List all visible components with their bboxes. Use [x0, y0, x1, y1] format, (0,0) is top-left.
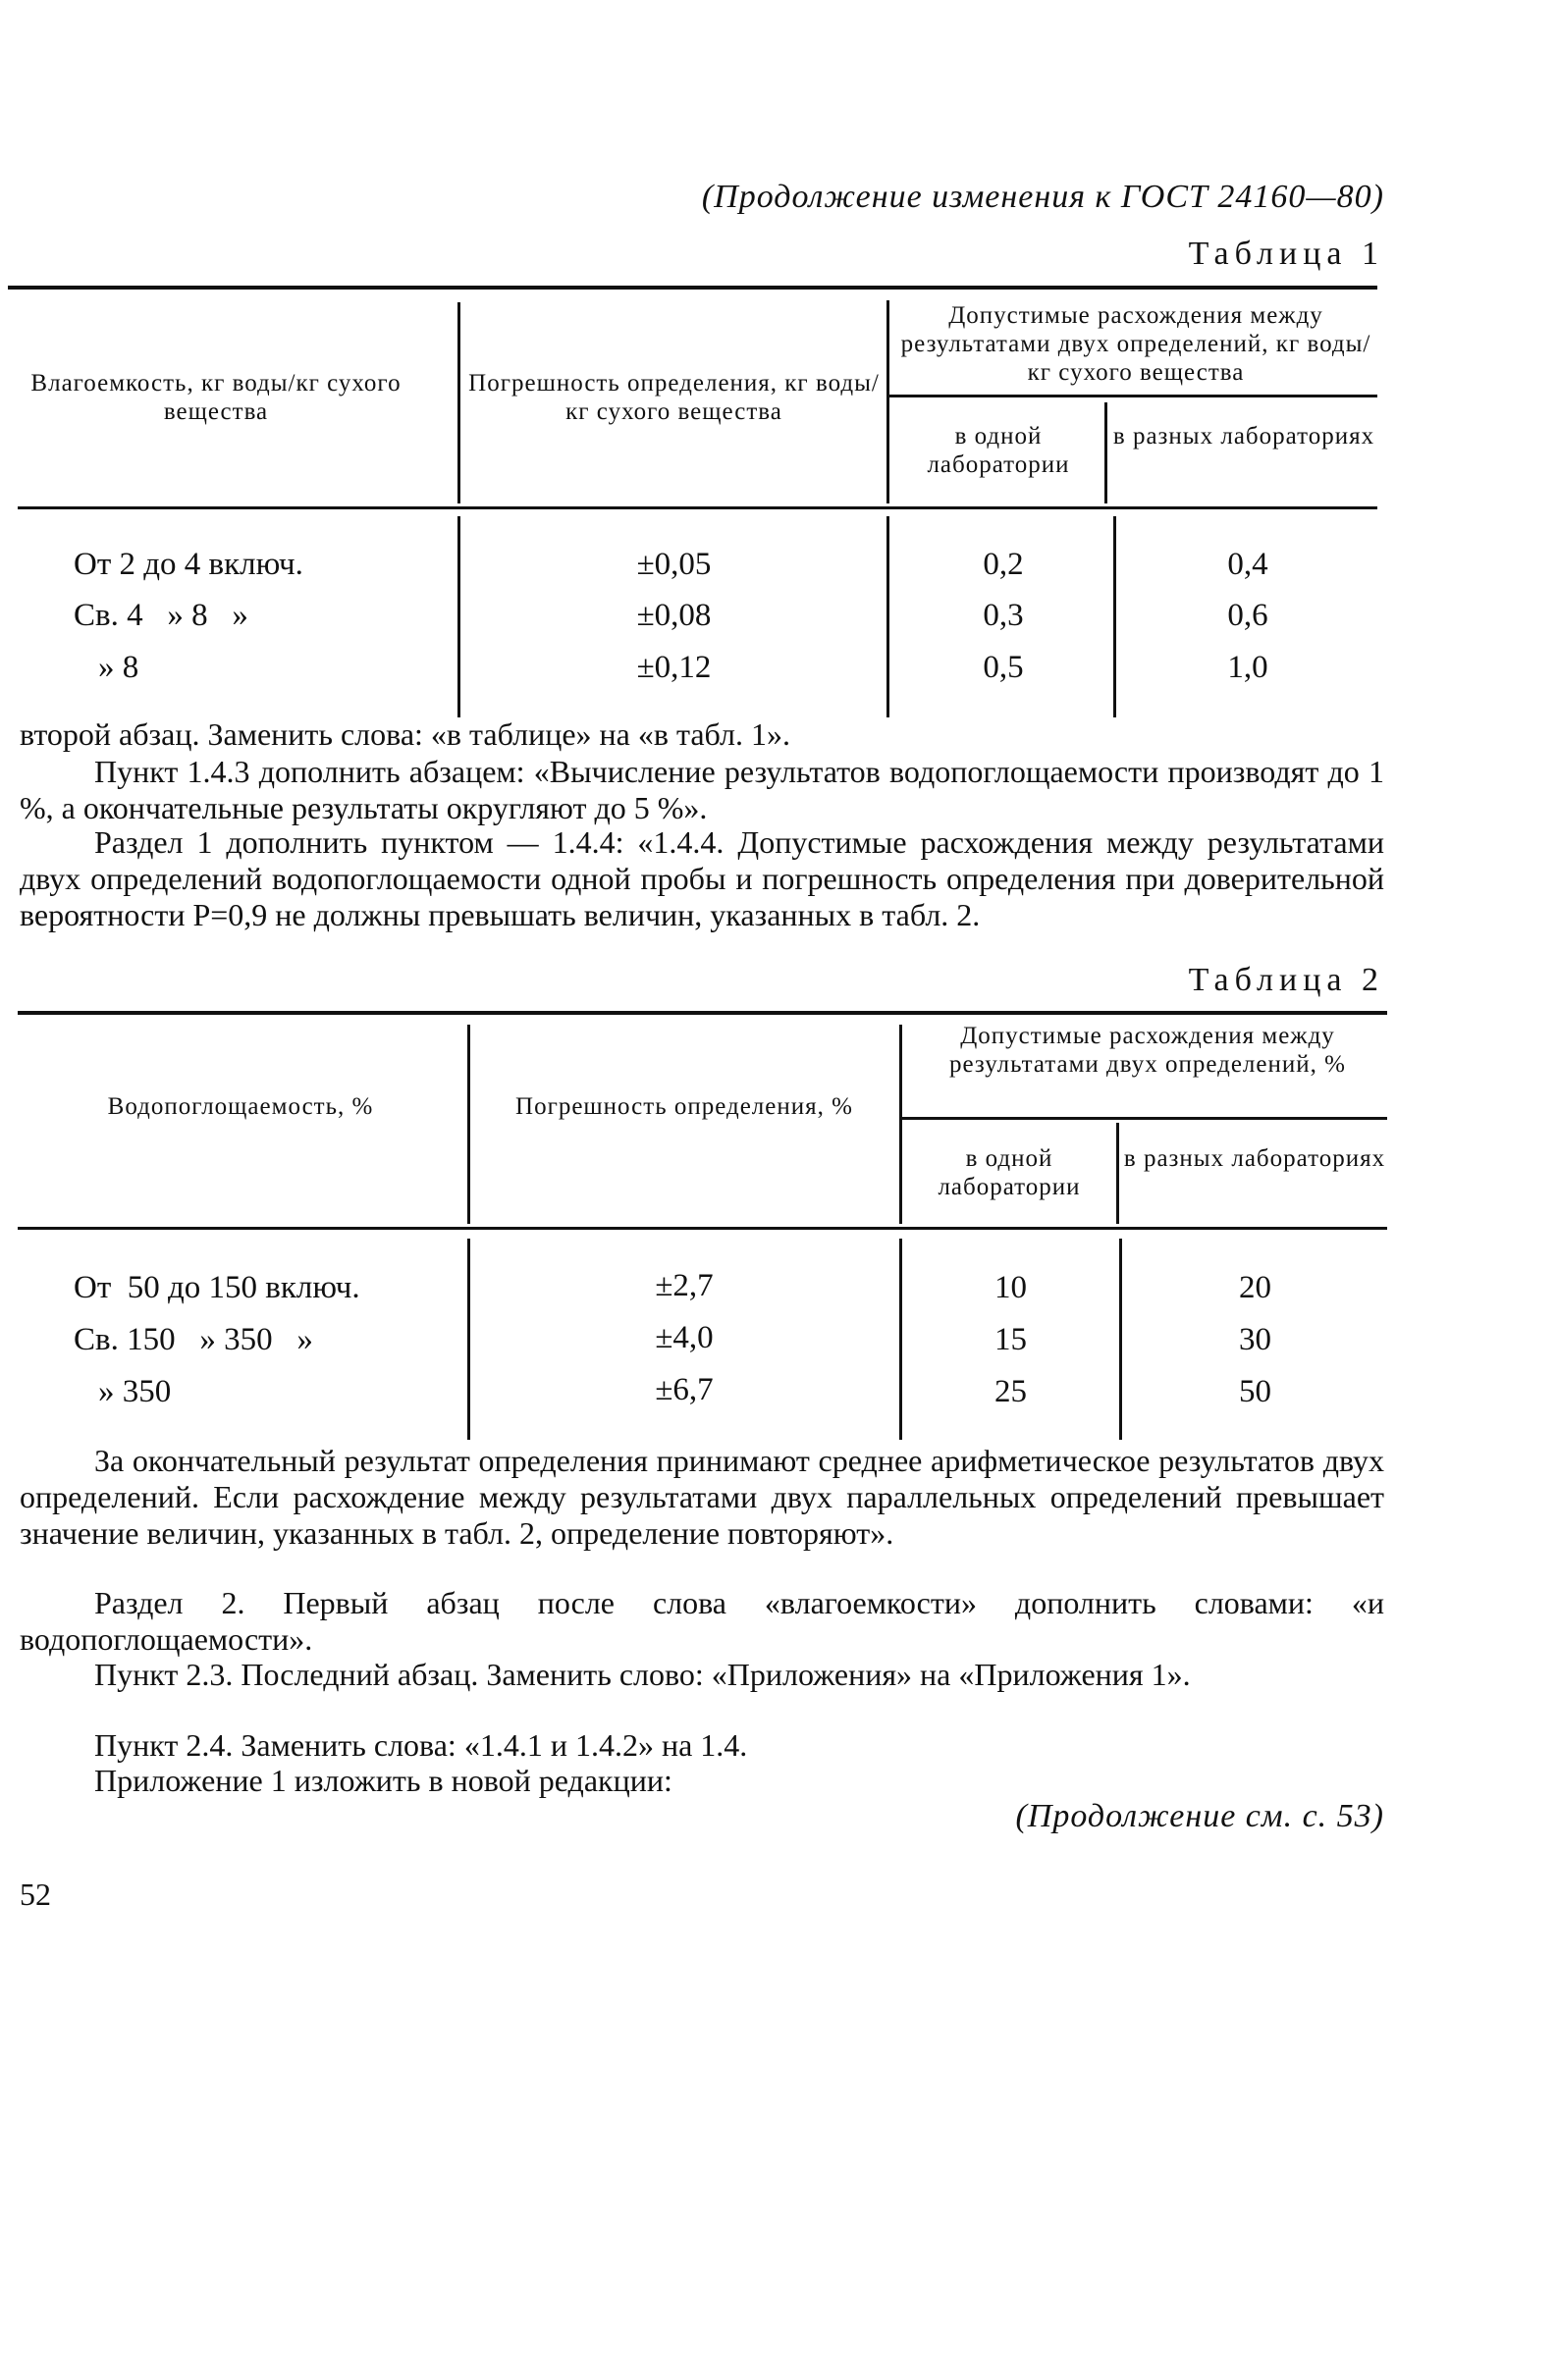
table1-row1-diff-labs: 0,4 [1227, 547, 1268, 582]
table1-row2-diff-labs: 0,6 [1227, 598, 1268, 633]
table2-row1-error: ±2,7 [655, 1268, 714, 1303]
table2-row3-one-lab: 25 [994, 1374, 1027, 1409]
paragraph-table1-replace: второй абзац. Заменить слова: «в таблице» на «в табл. 1». [20, 716, 790, 752]
table2-col3a-header: в одной лаборатории [938, 1145, 1081, 1200]
table1-vline-4 [457, 516, 460, 717]
table2-row2-range: Св. 150 » 350 » [74, 1322, 313, 1357]
table2-row3-diff-labs: 50 [1239, 1374, 1271, 1409]
paragraph-clause-2-3: Пункт 2.3. Последний абзац. Заменить слово: «Приложения» на «Приложения 1». [94, 1657, 1191, 1692]
table1-col3b-header: в разных лабораториях [1112, 423, 1375, 450]
table1-top-rule [8, 286, 1377, 290]
continuation-footer: (Продолжение см. с. 53) [1015, 1798, 1384, 1834]
table2-row1-one-lab: 10 [994, 1270, 1027, 1305]
table2-header-rule [18, 1227, 1387, 1230]
table2-row3-error: ±6,7 [655, 1372, 714, 1407]
paragraph-clause-1-4-4: Раздел 1 дополнить пунктом — 1.4.4: «1.4.4. Допустимые расхождения между результатами двух определений водопоглощаемости одной пробы и погрешность определения при доверительной вероятности P=0,9 не должны превышать величин, указанных в табл. 2. [20, 824, 1384, 932]
table1-row3-range: » 8 [98, 650, 139, 685]
table1-vline-5 [886, 516, 889, 717]
table2-vline-5 [899, 1239, 902, 1440]
table2-col2-header: Погрешность определения, % [515, 1093, 853, 1120]
table1-row1-one-lab: 0,2 [983, 547, 1024, 582]
table1-col2-header: Погрешность определения, кг воды/кг сухого вещества [468, 370, 880, 425]
table2-col3b-header: в разных лабораториях [1123, 1145, 1386, 1172]
paragraph-section-2: Раздел 2. Первый абзац после слова «влагоемкости» дополнить словами: «и водопоглощаемости». [20, 1585, 1384, 1657]
table1-vline-3 [1104, 402, 1107, 503]
table1-row1-range: От 2 до 4 включ. [74, 547, 303, 582]
table1-caption: Таблица 1 [1188, 236, 1384, 272]
table1-row2-one-lab: 0,3 [983, 598, 1024, 633]
table2-row2-error: ±4,0 [655, 1320, 714, 1355]
table1-row3-one-lab: 0,5 [983, 650, 1024, 685]
table2-vline-6 [1119, 1239, 1122, 1440]
table1-row2-range: Св. 4 » 8 » [74, 598, 248, 633]
table2-vline-4 [467, 1239, 470, 1440]
continuation-header: (Продолжение изменения к ГОСТ 24160—80) [701, 179, 1384, 215]
table2-vline-2 [899, 1025, 902, 1224]
page-number: 52 [20, 1877, 51, 1912]
table1-vline-1 [457, 302, 460, 503]
table1-col3-group-header: Допустимые расхождения между результатами двух определений, кг воды/кг сухого вещества [900, 302, 1371, 386]
table1-subheader-rule [888, 395, 1377, 397]
table2-row1-diff-labs: 20 [1239, 1270, 1271, 1305]
table2-row1-range: От 50 до 150 включ. [74, 1270, 360, 1305]
paragraph-final-result: За окончательный результат определения принимают среднее арифметическое результатов двух определений. Если расхождение между результатами двух параллельных определений превышает значение величин, указанных в табл. 2, определение повторяют». [20, 1443, 1384, 1551]
table2-caption: Таблица 2 [1188, 962, 1384, 998]
paragraph-clause-1-4-3: Пункт 1.4.3 дополнить абзацем: «Вычисление результатов водопоглощаемости производят до 1 %, а окончательные результаты округляют до 5 %». [20, 754, 1384, 825]
table1-header-rule [18, 506, 1377, 509]
table2-subheader-rule [901, 1117, 1387, 1120]
table1-row3-diff-labs: 1,0 [1227, 650, 1268, 685]
table1-col1-header: Влагоемкость, кг воды/кг сухого вещества [30, 370, 402, 425]
table2-row2-one-lab: 15 [994, 1322, 1027, 1357]
table1-vline-2 [886, 300, 889, 503]
table1-row2-error: ±0,08 [636, 598, 712, 633]
table2-vline-3 [1116, 1123, 1119, 1224]
paragraph-clause-2-4: Пункт 2.4. Заменить слова: «1.4.1 и 1.4.2» на 1.4. [94, 1727, 748, 1763]
table1-col3a-header: в одной лаборатории [927, 423, 1070, 478]
table2-vline-1 [467, 1025, 470, 1224]
table2-row2-diff-labs: 30 [1239, 1322, 1271, 1357]
table2-col3-group-header: Допустимые расхождения между результатами двух определений, % [949, 1023, 1346, 1078]
paragraph-appendix-1: Приложение 1 изложить в новой редакции: [94, 1763, 672, 1798]
table2-row3-range: » 350 [98, 1374, 172, 1409]
table1-row3-error: ±0,12 [636, 650, 712, 685]
table1-vline-6 [1113, 516, 1116, 717]
table1-row1-error: ±0,05 [636, 547, 712, 582]
table2-top-rule [18, 1011, 1387, 1015]
table2-col1-header: Водопоглощаемость, % [107, 1093, 374, 1120]
